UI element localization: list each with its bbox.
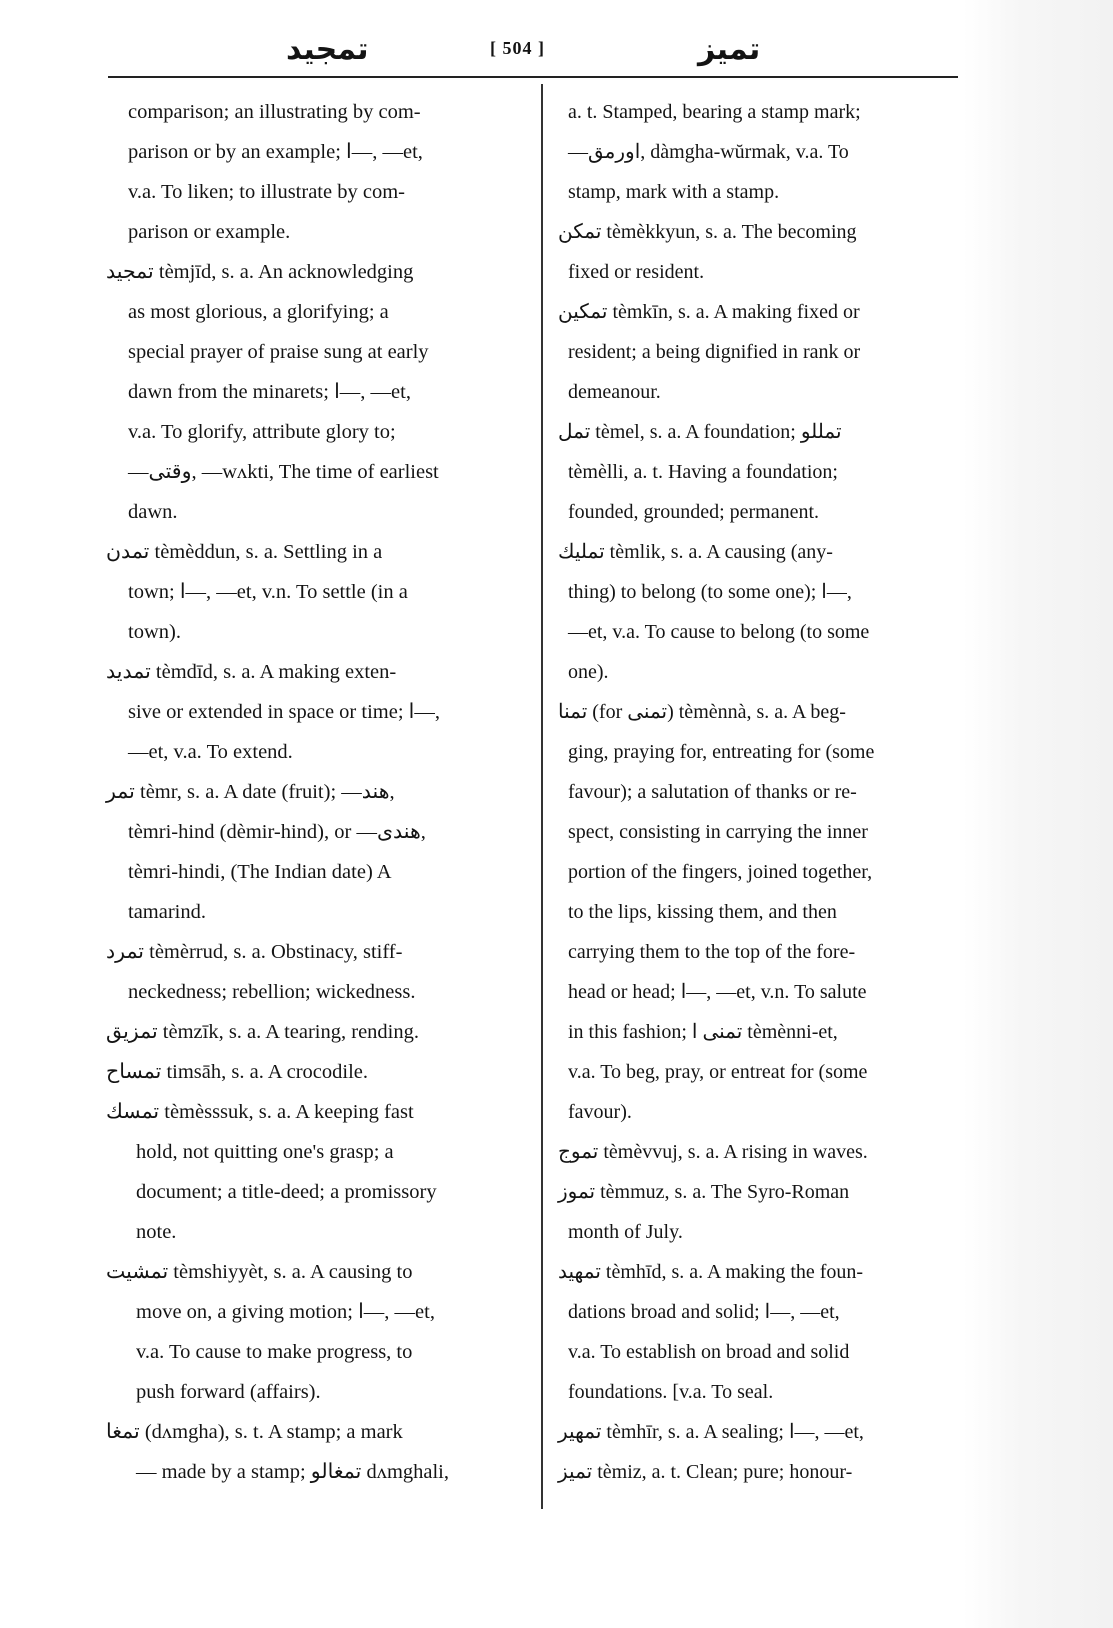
entry-continuation-line: push forward (affairs). [136,1381,321,1403]
entry-continuation-line: —et, v.a. To cause to belong (to some [568,621,870,643]
entry-headword-line: تمهيد tèmhīd, s. a. A making the foun- [558,1261,864,1283]
entry-continuation-line: favour); a salutation of thanks or re- [568,781,857,803]
entry-continuation-line: move on, a giving motion; ا—, —et, [136,1301,435,1323]
entry-headword-line: تمكين tèmkīn, s. a. A making fixed or [558,301,860,323]
entry-continuation-line: v.a. To establish on broad and solid [568,1341,850,1363]
entry-continuation-line: —et, v.a. To extend. [128,741,293,763]
entry-headword-line: تمديد tèmdīd, s. a. A making exten- [106,661,397,683]
entry-headword-line: تمكن tèmèkkyun, s. a. The becoming [558,221,857,243]
entry-continuation-line: month of July. [568,1221,683,1243]
entry-headword-line: تمجيد tèmjīd, s. a. An acknowledging [106,261,414,283]
entry-continuation-line: tèmri-hindi, (The Indian date) A [128,861,392,883]
right-column [558,92,958,1492]
page-header [108,30,958,76]
entry-continuation-line: note. [136,1221,177,1243]
entry-continuation-line: parison or example. [128,221,291,243]
entry-continuation-line: —وقتى, —wʌkti, The time of earliest [128,461,439,483]
entry-continuation-line: founded, grounded; permanent. [568,501,820,523]
entry-continuation-line: sive or extended in space or time; ا—, [128,701,440,723]
entry-continuation-line: v.a. To cause to make progress, to [136,1341,413,1363]
entry-continuation-line: town). [128,621,181,643]
entry-continuation-line: v.a. To liken; to illustrate by com- [128,181,405,203]
entry-continuation-line: carrying them to the top of the fore- [568,941,856,963]
entry-continuation-line: head or head; ا—, —et, v.n. To salute [568,981,867,1003]
entry-continuation-line: stamp, mark with a stamp. [568,181,780,203]
entry-continuation-line: dawn. [128,501,178,523]
entry-headword-line: تمساح timsāh, s. a. A crocodile. [106,1061,368,1083]
entry-continuation-line: dations broad and solid; ا—, —et, [568,1301,840,1323]
entry-headword-line: تمغا (dʌmgha), s. t. A stamp; a mark [106,1421,403,1443]
entry-continuation-line: town; ا—, —et, v.n. To settle (in a [128,581,408,603]
entry-continuation-line: fixed or resident. [568,261,705,283]
entry-continuation-line: tèmri-hind (dèmir-hind), or —هندى, [128,821,426,843]
entry-continuation-line: as most glorious, a glorifying; a [128,301,389,323]
entry-continuation-line: portion of the fingers, joined together, [568,861,873,883]
entry-continuation-line: tèmèlli, a. t. Having a foundation; [568,461,838,483]
entry-continuation-line: thing) to belong (to some one); ا—, [568,581,852,603]
entry-headword-line: تمر tèmr, s. a. A date (fruit); —هند, [106,781,395,803]
entry-headword-line: تمرد tèmèrrud, s. a. Obstinacy, stiff- [106,941,403,963]
entry-continuation-line: spect, consisting in carrying the inner [568,821,868,843]
entry-continuation-line: — made by a stamp; تمغالو dʌmghali, [136,1461,449,1483]
entry-headword-line: تمشيت tèmshiyyèt, s. a. A causing to [106,1261,413,1283]
entry-headword-line: تمل tèmel, s. a. A foundation; تمللو [558,421,842,443]
entry-continuation-line: a. t. Stamped, bearing a stamp mark; [568,101,861,123]
entry-continuation-line: comparison; an illustrating by com- [128,101,421,123]
entry-headword-line: تمسك tèmèsssuk, s. a. A keeping fast [106,1101,414,1123]
entry-continuation-line: v.a. To glorify, attribute glory to; [128,421,396,443]
entry-continuation-line: in this fashion; تمنى ا tèmènni-et, [568,1021,838,1043]
header-rule [108,76,958,78]
entry-headword-line: تمليك tèmlik, s. a. A causing (any- [558,541,833,563]
left-column [106,92,526,1492]
entry-continuation-line: ging, praying for, entreating for (some [568,741,875,763]
page-number: [ 504 ] [490,38,545,58]
entry-headword-line: تمدن tèmèddun, s. a. Settling in a [106,541,383,563]
entry-continuation-line: tamarind. [128,901,206,923]
entry-headword-line: تمهير tèmhīr, s. a. A sealing; ا—, —et, [558,1421,864,1443]
entry-continuation-line: demeanour. [568,381,661,403]
entry-continuation-line: to the lips, kissing them, and then [568,901,837,923]
entry-headword-line: تموج tèmèvvuj, s. a. A rising in waves. [558,1141,868,1163]
entry-continuation-line: special prayer of praise sung at early [128,341,429,363]
entry-headword-line: تمزيق tèmzīk, s. a. A tearing, rending. [106,1021,419,1043]
entry-continuation-line: dawn from the minarets; ا—, —et, [128,381,411,403]
entry-continuation-line: —اورمق, dàmgha-wŭrmak, v.a. To [568,141,849,163]
entry-headword-line: تموز tèmmuz, s. a. The Syro-Roman [558,1181,850,1203]
entry-headword-line: تميز tèmiz, a. t. Clean; pure; honour- [558,1461,853,1483]
page-edge-shadow [963,0,1113,1628]
entry-continuation-line: favour). [568,1101,632,1123]
left-running-headword: تمجيد [286,32,369,67]
entry-continuation-line: hold, not quitting one's grasp; a [136,1141,394,1163]
column-divider [541,84,543,1509]
entry-continuation-line: foundations. [v.a. To seal. [568,1381,774,1403]
right-running-headword: تميز [698,32,761,67]
entry-continuation-line: one). [568,661,609,683]
entry-continuation-line: v.a. To beg, pray, or entreat for (some [568,1061,868,1083]
entry-continuation-line: neckedness; rebellion; wickedness. [128,981,416,1003]
entry-continuation-line: parison or by an example; ا—, —et, [128,141,423,163]
entry-continuation-line: document; a title-deed; a promissory [136,1181,437,1203]
entry-continuation-line: resident; a being dignified in rank or [568,341,861,363]
entry-headword-line: تمنا (for تمنى) tèmènnà, s. a. A beg- [558,701,846,723]
